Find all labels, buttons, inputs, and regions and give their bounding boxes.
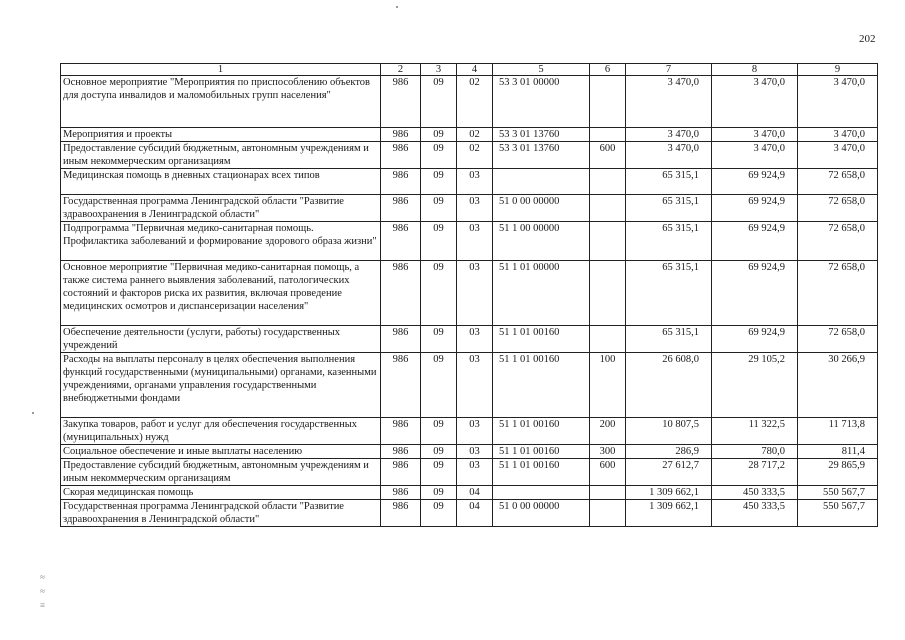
scan-dot [396, 6, 398, 8]
table-row [61, 445, 878, 459]
amount-cell-7: 26 608,0 [626, 353, 712, 418]
row-name-cell: Обеспечение деятельности (услуги, работы) государственных учреждений [61, 326, 381, 353]
amount-cell-8: 11 322,5 [712, 418, 798, 445]
admin-code-cell: 986 [381, 326, 421, 353]
admin-code-cell: 986 [381, 445, 421, 459]
expense-type-cell: 100 [590, 353, 626, 418]
section-cell: 09 [421, 128, 457, 142]
row-name-cell: Основное мероприятие "Мероприятия по приспособлению объектов для доступа инвалидов и маломобильных групп населения" [61, 76, 381, 128]
amount-cell-8: 28 717,2 [712, 459, 798, 486]
amount-cell-7: 27 612,7 [626, 459, 712, 486]
target-article-cell: 51 0 00 00000 [493, 500, 590, 527]
subsection-cell: 04 [457, 500, 493, 527]
budget-table [60, 63, 878, 527]
table-row [61, 128, 878, 142]
row-name-cell: Закупка товаров, работ и услуг для обеспечения государственных (муниципальных) нужд [61, 418, 381, 445]
admin-code-cell: 986 [381, 353, 421, 418]
amount-cell-9: 30 266,9 [798, 353, 878, 418]
target-article-cell [493, 169, 590, 195]
amount-cell-7: 3 470,0 [626, 142, 712, 169]
admin-code-cell: 986 [381, 418, 421, 445]
header-cell: 3 [421, 64, 457, 76]
amount-cell-8: 780,0 [712, 445, 798, 459]
amount-cell-7: 286,9 [626, 445, 712, 459]
amount-cell-8: 69 924,9 [712, 222, 798, 261]
subsection-cell: 03 [457, 326, 493, 353]
amount-cell-9: 72 658,0 [798, 195, 878, 222]
table-row [61, 459, 878, 486]
expense-type-cell [590, 500, 626, 527]
amount-cell-8: 69 924,9 [712, 326, 798, 353]
admin-code-cell: 986 [381, 195, 421, 222]
expense-type-cell [590, 169, 626, 195]
expense-type-cell [590, 326, 626, 353]
row-name-cell: Предоставление субсидий бюджетным, автономным учреждениям и иным некоммерческим организациям [61, 459, 381, 486]
target-article-cell: 53 3 01 13760 [493, 142, 590, 169]
subsection-cell: 03 [457, 195, 493, 222]
section-cell: 09 [421, 76, 457, 128]
section-cell: 09 [421, 142, 457, 169]
amount-cell-8: 3 470,0 [712, 128, 798, 142]
target-article-cell: 51 1 01 00160 [493, 445, 590, 459]
amount-cell-8: 450 333,5 [712, 500, 798, 527]
section-cell: 09 [421, 261, 457, 326]
amount-cell-7: 1 309 662,1 [626, 500, 712, 527]
target-article-cell [493, 486, 590, 500]
expense-type-cell [590, 195, 626, 222]
admin-code-cell: 986 [381, 76, 421, 128]
row-name-cell: Расходы на выплаты персоналу в целях обеспечения выполнения функций государственными (муниципальными) органами, казенными учреждениями, органами управления государственными внебюджетными фондами [61, 353, 381, 418]
amount-cell-8: 69 924,9 [712, 169, 798, 195]
section-cell: 09 [421, 418, 457, 445]
amount-cell-7: 65 315,1 [626, 169, 712, 195]
row-name-cell: Государственная программа Ленинградской области "Развитие здравоохранения в Ленинградской области" [61, 195, 381, 222]
header-cell: 9 [798, 64, 878, 76]
amount-cell-9: 811,4 [798, 445, 878, 459]
table-row [61, 500, 878, 527]
row-name-cell: Социальное обеспечение и иные выплаты населению [61, 445, 381, 459]
scan-artifact: ≈ ≈ ≡ [40, 572, 45, 610]
admin-code-cell: 986 [381, 486, 421, 500]
amount-cell-9: 11 713,8 [798, 418, 878, 445]
amount-cell-9: 550 567,7 [798, 486, 878, 500]
amount-cell-7: 10 807,5 [626, 418, 712, 445]
section-cell: 09 [421, 445, 457, 459]
table-row [61, 261, 878, 326]
table-row [61, 326, 878, 353]
target-article-cell: 51 1 01 00000 [493, 261, 590, 326]
amount-cell-7: 65 315,1 [626, 195, 712, 222]
expense-type-cell: 300 [590, 445, 626, 459]
header-cell: 5 [493, 64, 590, 76]
subsection-cell: 02 [457, 128, 493, 142]
expense-type-cell: 600 [590, 459, 626, 486]
amount-cell-9: 72 658,0 [798, 326, 878, 353]
table-row [61, 195, 878, 222]
admin-code-cell: 986 [381, 500, 421, 527]
header-cell: 6 [590, 64, 626, 76]
table-row [61, 486, 878, 500]
subsection-cell: 02 [457, 142, 493, 169]
section-cell: 09 [421, 195, 457, 222]
table-row [61, 142, 878, 169]
amount-cell-8: 450 333,5 [712, 486, 798, 500]
target-article-cell: 53 3 01 00000 [493, 76, 590, 128]
amount-cell-7: 3 470,0 [626, 128, 712, 142]
amount-cell-7: 65 315,1 [626, 222, 712, 261]
admin-code-cell: 986 [381, 459, 421, 486]
table-row [61, 222, 878, 261]
subsection-cell: 03 [457, 353, 493, 418]
table-row [61, 76, 878, 128]
target-article-cell: 51 1 01 00160 [493, 418, 590, 445]
admin-code-cell: 986 [381, 142, 421, 169]
target-article-cell: 51 1 01 00160 [493, 326, 590, 353]
row-name-cell: Подпрограмма "Первичная медико-санитарная помощь. Профилактика заболеваний и формирование здорового образа жизни" [61, 222, 381, 261]
expense-type-cell [590, 128, 626, 142]
amount-cell-7: 1 309 662,1 [626, 486, 712, 500]
amount-cell-9: 3 470,0 [798, 128, 878, 142]
target-article-cell: 53 3 01 13760 [493, 128, 590, 142]
amount-cell-7: 65 315,1 [626, 261, 712, 326]
section-cell: 09 [421, 459, 457, 486]
section-cell: 09 [421, 353, 457, 418]
expense-type-cell: 200 [590, 418, 626, 445]
amount-cell-8: 29 105,2 [712, 353, 798, 418]
row-name-cell: Медицинская помощь в дневных стационарах всех типов [61, 169, 381, 195]
admin-code-cell: 986 [381, 222, 421, 261]
section-cell: 09 [421, 222, 457, 261]
admin-code-cell: 986 [381, 261, 421, 326]
table-row [61, 353, 878, 418]
amount-cell-9: 72 658,0 [798, 222, 878, 261]
section-cell: 09 [421, 486, 457, 500]
subsection-cell: 03 [457, 222, 493, 261]
amount-cell-9: 3 470,0 [798, 76, 878, 128]
header-cell: 1 [61, 64, 381, 76]
row-name-cell: Основное мероприятие "Первичная медико-санитарная помощь, а также система раннего выявления заболеваний, патологических состояний и факторов риска их развития, включая проведение медицинских осмотров и диспансеризации населения" [61, 261, 381, 326]
admin-code-cell: 986 [381, 128, 421, 142]
amount-cell-8: 3 470,0 [712, 76, 798, 128]
amount-cell-8: 69 924,9 [712, 195, 798, 222]
row-name-cell: Государственная программа Ленинградской области "Развитие здравоохранения в Ленинградской области" [61, 500, 381, 527]
section-cell: 09 [421, 326, 457, 353]
header-cell: 2 [381, 64, 421, 76]
subsection-cell: 03 [457, 445, 493, 459]
subsection-cell: 03 [457, 169, 493, 195]
table-header-row [61, 64, 878, 76]
subsection-cell: 02 [457, 76, 493, 128]
amount-cell-7: 65 315,1 [626, 326, 712, 353]
expense-type-cell: 600 [590, 142, 626, 169]
subsection-cell: 03 [457, 261, 493, 326]
admin-code-cell: 986 [381, 169, 421, 195]
amount-cell-9: 72 658,0 [798, 169, 878, 195]
amount-cell-9: 3 470,0 [798, 142, 878, 169]
expense-type-cell [590, 76, 626, 128]
row-name-cell: Предоставление субсидий бюджетным, автономным учреждениям и иным некоммерческим организациям [61, 142, 381, 169]
page-number: 202 [859, 33, 876, 45]
scan-dot [32, 412, 34, 414]
expense-type-cell [590, 261, 626, 326]
amount-cell-9: 72 658,0 [798, 261, 878, 326]
section-cell: 09 [421, 500, 457, 527]
target-article-cell: 51 0 00 00000 [493, 195, 590, 222]
expense-type-cell [590, 222, 626, 261]
amount-cell-9: 550 567,7 [798, 500, 878, 527]
target-article-cell: 51 1 00 00000 [493, 222, 590, 261]
amount-cell-8: 3 470,0 [712, 142, 798, 169]
header-cell: 4 [457, 64, 493, 76]
header-cell: 8 [712, 64, 798, 76]
row-name-cell: Скорая медицинская помощь [61, 486, 381, 500]
header-cell: 7 [626, 64, 712, 76]
amount-cell-7: 3 470,0 [626, 76, 712, 128]
amount-cell-9: 29 865,9 [798, 459, 878, 486]
table-row [61, 169, 878, 195]
section-cell: 09 [421, 169, 457, 195]
subsection-cell: 03 [457, 418, 493, 445]
expense-type-cell [590, 486, 626, 500]
table-row [61, 418, 878, 445]
target-article-cell: 51 1 01 00160 [493, 459, 590, 486]
amount-cell-8: 69 924,9 [712, 261, 798, 326]
target-article-cell: 51 1 01 00160 [493, 353, 590, 418]
subsection-cell: 03 [457, 459, 493, 486]
row-name-cell: Мероприятия и проекты [61, 128, 381, 142]
subsection-cell: 04 [457, 486, 493, 500]
